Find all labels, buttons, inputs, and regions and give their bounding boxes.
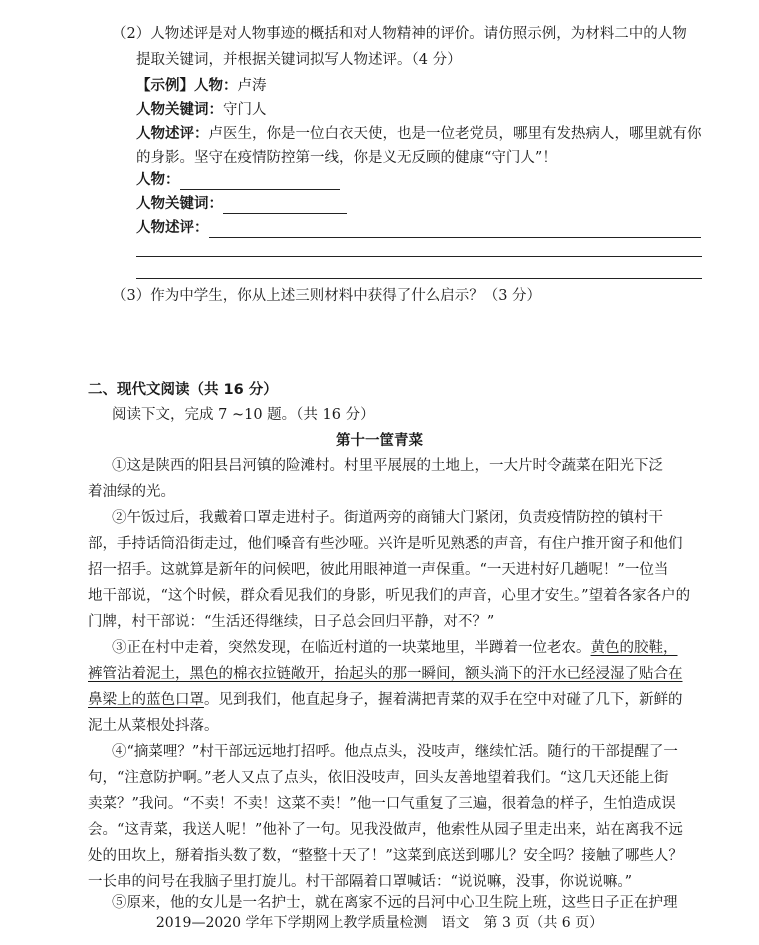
p3-line-3 — [88, 690, 683, 710]
review-text-1: 卢医生，你是一位白衣天使，也是一位老党员，哪里有发热病人，哪里就有你 — [208, 126, 702, 142]
q2-prompt-line-1: （2）人物述评是对人物事迹的概括和对人物精神的评价。请仿照示例，为材料二中的人物 — [112, 26, 687, 42]
p1-line-2: 着油绿的光。 — [88, 484, 175, 500]
answer-keyword-blank[interactable] — [223, 197, 347, 214]
answer-person-label: 人物： — [136, 172, 180, 188]
passage-title: 第十一筐青菜 — [336, 433, 423, 449]
p4-line-6: 一长串的问号在我脑子里打旋儿。村干部隔着口罩喊话：“说说嘛，没事，你说说嘛。” — [88, 874, 633, 890]
answer-rule-1[interactable] — [136, 256, 702, 257]
page-footer: 2019—2020 学年下学期网上教学质量检测 语文 第 3 页（共 6 页） — [155, 915, 604, 931]
q3-prompt: （3）作为中学生，你从上述三则材料中获得了什么启示？（3 分） — [112, 288, 542, 304]
p5-line-1: ⑤原来，他的女儿是一名护士，就在离家不远的吕河中心卫生院上班，这些日子正在护理 — [112, 895, 678, 911]
example-tag: 【示例】人物： — [136, 78, 238, 94]
answer-keyword-line — [136, 194, 347, 214]
keyword-value: 守门人 — [223, 102, 267, 118]
p3-line-3-text: 。见到我们，他直起身子，握着满把青菜的双手在空中对碰了几下，新鲜的 — [204, 692, 683, 708]
section-instruction: 阅读下文，完成 7 ~10 题。（共 16 分） — [112, 407, 375, 423]
p4-line-2: 句，“注意防护啊。”老人又点了点头，依旧没吱声，回头友善地望着我们。“这几天还能上街 — [88, 770, 669, 786]
section-heading: 二、现代文阅读（共 16 分） — [88, 382, 278, 398]
p4-line-5: 处的田坎上，掰着指头数了数，“整整十天了！”这菜到底送到哪儿？安全吗？接触了哪些人？ — [88, 848, 683, 864]
answer-person-blank[interactable] — [180, 173, 340, 190]
answer-rule-2[interactable] — [136, 278, 702, 279]
answer-review-label: 人物述评： — [136, 220, 209, 236]
p2-line-1: ②午饭过后，我戴着口罩走进村子。街道两旁的商铺大门紧闭，负责疫情防控的镇村干 — [112, 510, 663, 526]
example-line — [136, 76, 267, 96]
p4-line-4: 会。“这青菜，我送人呢！”他补了一句。见我没做声，他索性从园子里走出来，站在离我不远 — [88, 822, 683, 838]
example-keyword-line — [136, 100, 267, 120]
p2-line-4: 地干部说，“这个时候，群众看见我们的身影，听见我们的声音，心里才安生。”望着各家各户的 — [88, 588, 691, 604]
example-name: 卢涛 — [237, 78, 267, 94]
p4-line-3: 卖菜？”我问。“不卖！不卖！这菜不卖！”他一口气重复了三遍，很着急的样子，生怕造成误 — [88, 796, 676, 812]
example-review-line-2: 的身影。坚守在疫情防控第一线，你是义无反顾的健康“守门人”！ — [136, 150, 557, 166]
p3-underlined-end: 鼻梁上的蓝色口罩 — [88, 692, 204, 708]
p3-line-1-text: ③正在村中走着，突然发现，在临近村道的一块菜地里，半蹲着一位老农。 — [112, 640, 591, 656]
answer-review-line — [136, 218, 701, 238]
p3-line-1 — [112, 638, 678, 658]
example-review-line-1 — [136, 124, 702, 144]
answer-review-blank[interactable] — [209, 221, 701, 238]
p3-line-2-underlined: 裤管沾着泥土，黑色的棉衣拉链敞开，抬起头的那一瞬间，额头淌下的汗水已经浸湿了贴合在 — [88, 666, 683, 682]
review-label: 人物述评： — [136, 126, 209, 142]
p3-line-4: 泥土从菜根处抖落。 — [88, 718, 219, 734]
p1-line-1: ①这是陕西的阳县吕河镇的险滩村。村里平展展的土地上，一大片时令蔬菜在阳光下泛 — [112, 458, 663, 474]
p2-line-5: 门牌，村干部说：“生活还得继续，日子总会回归平静，对不？” — [88, 614, 495, 630]
p3-underlined-start: 黄色的胶鞋， — [590, 640, 678, 656]
q2-prompt-line-2: 提取关键词，并根据关键词拟写人物述评。（4 分） — [136, 52, 462, 68]
answer-keyword-label: 人物关键词： — [136, 196, 223, 212]
keyword-label: 人物关键词： — [136, 102, 223, 118]
p4-line-1: ④“摘菜哩？”村干部远远地打招呼。他点点头，没吱声，继续忙活。随行的干部提醒了一 — [112, 744, 678, 760]
p2-line-3: 招一招手。这就算是新年的问候吧，彼此用眼神道一声保重。“一天进村好几趟呢！”一位当 — [88, 562, 669, 578]
p2-line-2: 部，手持话筒沿街走过，他们嗓音有些沙哑。兴许是听见熟悉的声音，有住户推开窗子和他们 — [88, 536, 683, 552]
answer-person-line — [136, 170, 340, 190]
